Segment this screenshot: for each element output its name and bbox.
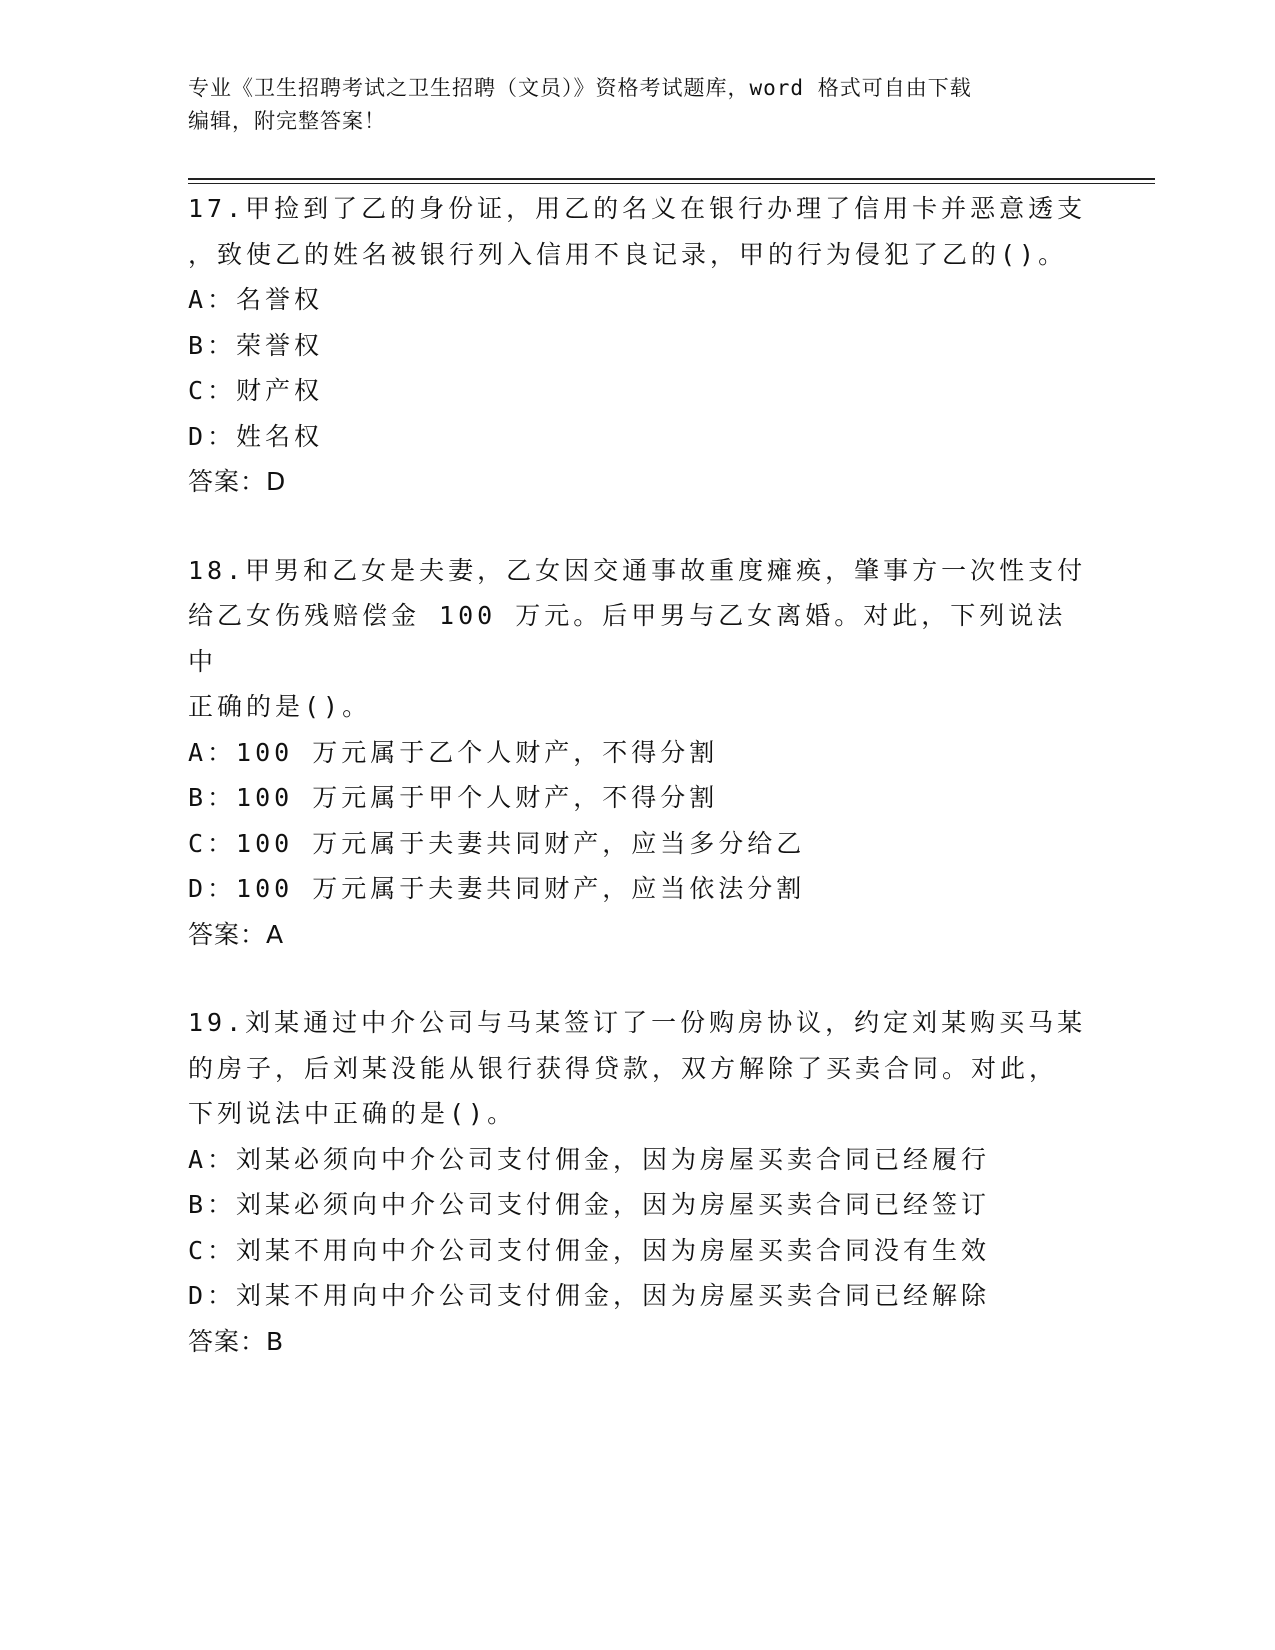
option-d: D：姓名权 [188,421,324,451]
spacer [188,957,1088,1000]
question-text-line: 给乙女伤残赔偿金 100 万元。后甲男与乙女离婚。对此，下列说法中 [188,601,1067,676]
option-b: B：荣誉权 [188,330,324,360]
question-text-line: 18.甲男和乙女是夫妻，乙女因交通事故重度瘫痪，肇事方一次性支付 [188,555,1087,585]
question-17 [188,186,1088,505]
answer-text: 答案：B [188,1326,285,1356]
answer-text: 答案：D [188,467,287,496]
header-rule-thick [188,178,1155,180]
option-c: C：财产权 [188,376,324,405]
option-d: D：100 万元属于夫妻共同财产，应当依法分割 [188,874,806,903]
page-header [188,72,1068,138]
question-text-line: 的房子，后刘某没能从银行获得贷款，双方解除了买卖合同。对此， [188,1053,1059,1083]
option-c: C：100 万元属于夫妻共同财产，应当多分给乙 [188,828,806,858]
option-d: D：刘某不用向中介公司支付佣金，因为房屋买卖合同已经解除 [188,1281,991,1310]
spacer [188,505,1088,548]
header-line-2: 编辑，附完整答案！ [188,109,386,133]
header-rule-thin [188,183,1155,184]
option-b: B：刘某必须向中介公司支付佣金，因为房屋买卖合同已经签订 [188,1190,991,1219]
question-text-line: 正确的是()。 [188,692,372,721]
option-a: A：刘某必须向中介公司支付佣金，因为房屋买卖合同已经履行 [188,1144,991,1174]
option-c: C：刘某不用向中介公司支付佣金，因为房屋买卖合同没有生效 [188,1235,991,1265]
header-line-1: 专业《卫生招聘考试之卫生招聘（文员）》资格考试题库，word 格式可自由下载 [188,76,972,100]
question-text-line: 19.刘某通过中介公司与马某签订了一份购房协议，约定刘某购买马某 [188,1008,1087,1037]
question-text-line: 下列说法中正确的是()。 [188,1099,517,1128]
question-text-line: ，致使乙的姓名被银行列入信用不良记录，甲的行为侵犯了乙的()。 [188,239,1068,269]
option-b: B：100 万元属于甲个人财产，不得分割 [188,783,719,812]
answer-text: 答案：A [188,919,285,949]
option-a: A：名誉权 [188,285,324,314]
option-a: A：100 万元属于乙个人财产，不得分割 [188,737,719,767]
question-18 [188,548,1088,958]
question-text-line: 17.甲捡到了乙的身份证，用乙的名义在银行办理了信用卡并恶意透支 [188,194,1087,223]
question-list [188,186,1088,1364]
question-19 [188,1000,1088,1364]
